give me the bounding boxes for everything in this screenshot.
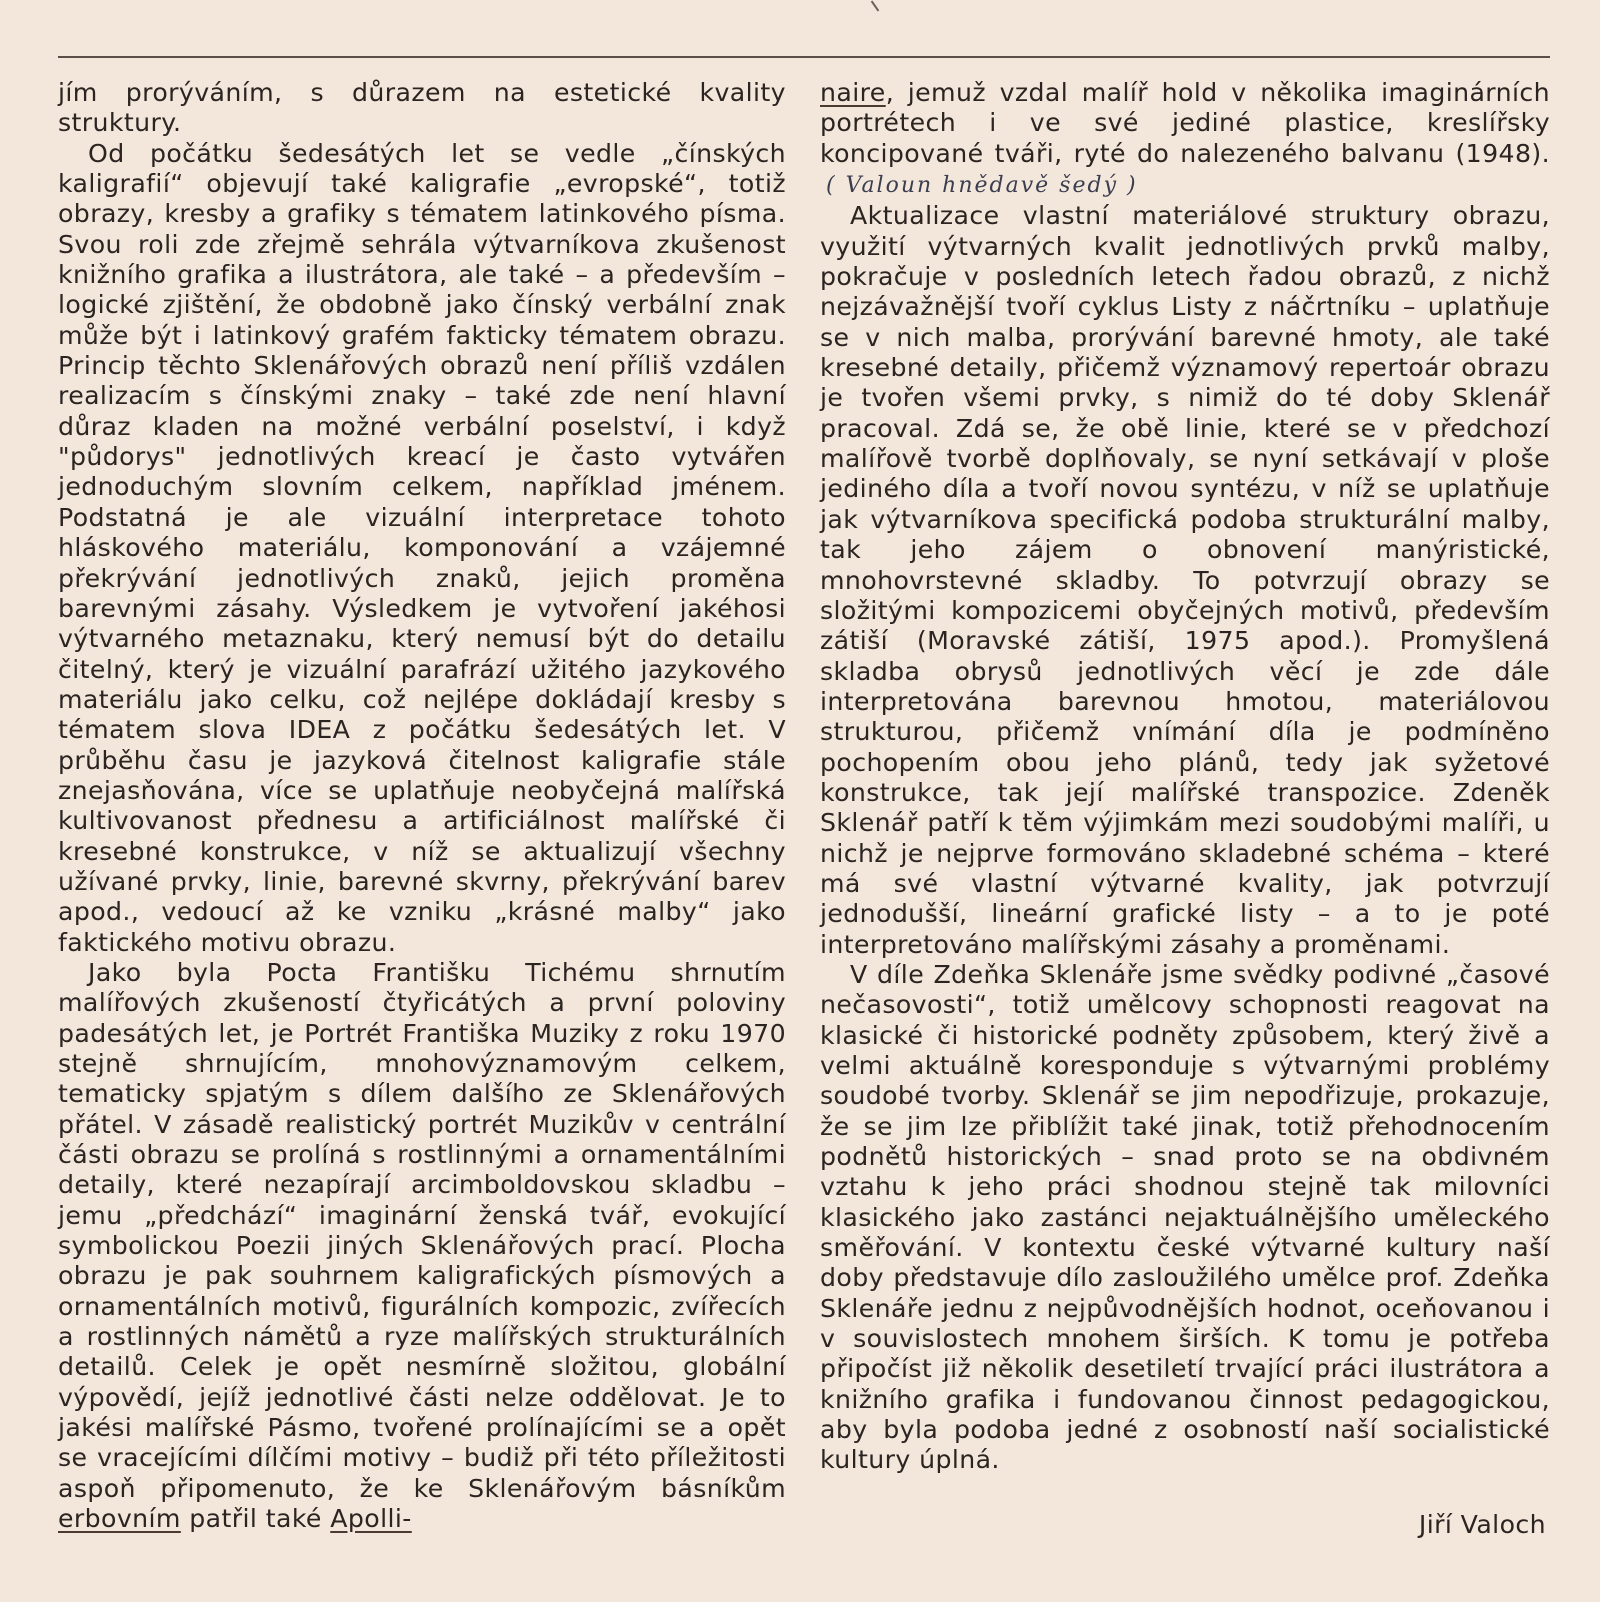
paragraph [58, 958, 786, 1535]
left-column [58, 78, 786, 1535]
paragraph-text: patřil také [180, 1504, 331, 1534]
pencil-mark [871, 1, 880, 12]
handwritten-note: ( Valoun hnědavě šedý ) [826, 173, 1138, 199]
author-signature: Jiří Valoch [1418, 1510, 1546, 1539]
paragraph: jím prorýváním, s důrazem na estetické kvality struktury. [58, 78, 786, 138]
underlined-word: naire [820, 78, 886, 107]
paragraph [820, 78, 1550, 201]
top-rule [58, 56, 1550, 58]
paragraph: Od počátku šedesátých let se vedle „čínských kaligrafií“ objevují také kaligrafie „evropské“, totiž obrazy, kresby a grafiky s tématem latinkového písma. Svou roli zde zřejmě sehrála výtvarníkova zkušenost knižního grafika a ilustrátora, ale také – a především – logické zjištění, že obdobně jako čínský verbální znak může být i latinkový grafém fakticky tématem obrazu. Princip těchto Sklenářových obrazů není příliš vzdálen realizacím s čínskými znaky – také zde není hlavní důraz kladen na možné verbální poselství, i když "půdorys" jednotlivých kreací je často vytvářen jednoduchým slovním celkem, například jménem. Podstatná je ale vizuální interpretace tohoto hláskového materiálu, komponování a vzájemné překrývání jednotlivých znaků, jejich proměna barevnými zásahy. Výsledkem je vytvoření jakéhosi výtvarného metaznaku, který nemusí být do detailu čitelný, který je vizuální parafrází užitého jazykového materiálu jako celku, což nejlépe dokládají kresby s tématem slova IDEA z počátku šedesátých let. V průběhu času je jazyková čitelnost kaligrafie stále znejasňována, více se uplatňuje neobyčejná malířská kultivovanost přednesu a artificiálnost malířské či kresebné konstrukce, v níž se aktualizují všechny užívané prvky, linie, barevné skvrny, překrývání barev apod., vedoucí až ke vzniku „krásné malby“ jako faktického motivu obrazu. [58, 138, 786, 957]
underlined-word: erbovním [58, 1504, 181, 1534]
paragraph-text: , jemuž vzdal malíř hold v několika imaginárních portrétech i ve své jediné plastice, kreslířsky koncipované tváři, ryté do nalezeného balvanu (1948). [820, 78, 1550, 168]
paragraph: Aktualizace vlastní materiálové struktury obrazu, využití výtvarných kvalit jednotlivých prvků malby, pokračuje v posledních letech řadou obrazů, z nichž nejzávažnější tvoří cyklus Listy z náčrtníku – uplatňuje se v nich malba, prorývání barevné hmoty, ale také kresebné detaily, přičemž významový repertoár obrazu je tvořen všemi prvky, s nimiž do té doby Sklenář pracoval. Zdá se, že obě linie, které se v předchozí malířově tvorbě doplňovaly, se nyní setkávají v ploše jediného díla a tvoří novou syntézu, v níž se uplatňuje jak výtvarníkova specifická podoba strukturální malby, tak jeho zájem o obnovení manýristické, mnohovrstevné skladby. To potvrzují obrazy se složitými kompozicemi obyčejných motivů, především zátiší (Moravské zátiší, 1975 apod.). Promyšlená skladba obrysů jednotlivých věcí je zde dále interpretována barevnou hmotou, materiálovou strukturou, přičemž vnímání díla je podmíněno pochopením obou jeho plánů, tedy jak syžetové konstrukce, tak její malířské transpozice. Zdeněk Sklenář patří k těm výjimkám mezi soudobými malíři, u nichž je nejprve formováno skladebné schéma – které má své vlastní výtvarné kvality, jak potvrzují jednodušší, lineární grafické listy – a to je poté interpretováno malířskými zásahy a proměnami. [820, 201, 1550, 959]
right-column [820, 78, 1550, 1476]
paragraph-text: Jako byla Pocta Františku Tichému shrnutím malířových zkušeností čtyřicátých a první poloviny padesátých let, je Portrét Františka Muziky z roku 1970 stejně shrnujícím, mnohovýznamovým celkem, tematicky spjatým s dílem dalšího ze Sklenářových přátel. V zásadě realistický portrét Muzikův v centrální části obrazu se prolíná s rostlinnými a ornamentálními detaily, které nezapírají arcimboldovskou skladbu – jemu „předchází“ imaginární ženská tvář, evokující symbolickou Poezii jiných Sklenářových prací. Plocha obrazu je pak souhrnem kaligrafických písmových a ornamentálních motivů, figurálních kompozic, zvířecích a rostlinných námětů a ryze malířských strukturálních detailů. Celek je opět nesmírně složitou, globální výpovědí, jejíž jednotlivé části nelze oddělovat. Je to jakési malířské Pásmo, tvořené prolínajícími se a opět se vracejícími dílčími motivy – budiž při této příležitosti aspoň připomenuto, že ke Sklenářovým básníkům [58, 957, 786, 1503]
paragraph: V díle Zdeňka Sklenáře jsme svědky podivné „časové nečasovosti“, totiž umělcovy schopnosti reagovat na klasické či historické podněty způsobem, který živě a velmi aktuálně koresponduje s výtvarnými problémy soudobé tvorby. Sklenář se jim nepodřizuje, prokazuje, že se jim lze přiblížit také jinak, totiž přehodnocením podnětů historických – snad proto se na obdivném vztahu k jeho práci shodnou stejně tak milovníci klasického jako zastánci nejaktuálnějšího uměleckého směřování. V kontextu české výtvarné kultury naší doby představuje dílo zasloužilého umělce prof. Zdeňka Sklenáře jednu z nejpůvodnějších hodnot, oceňovanou i v souvislostech mnohem širších. K tomu je potřeba připočíst již několik desetiletí trvající práci ilustrátora a knižního grafika i fundovanou činnost pedagogickou, aby byla podoba jedné z osobností naší socialistické kultury úplná. [820, 959, 1550, 1475]
underlined-word: Apolli- [330, 1504, 412, 1534]
